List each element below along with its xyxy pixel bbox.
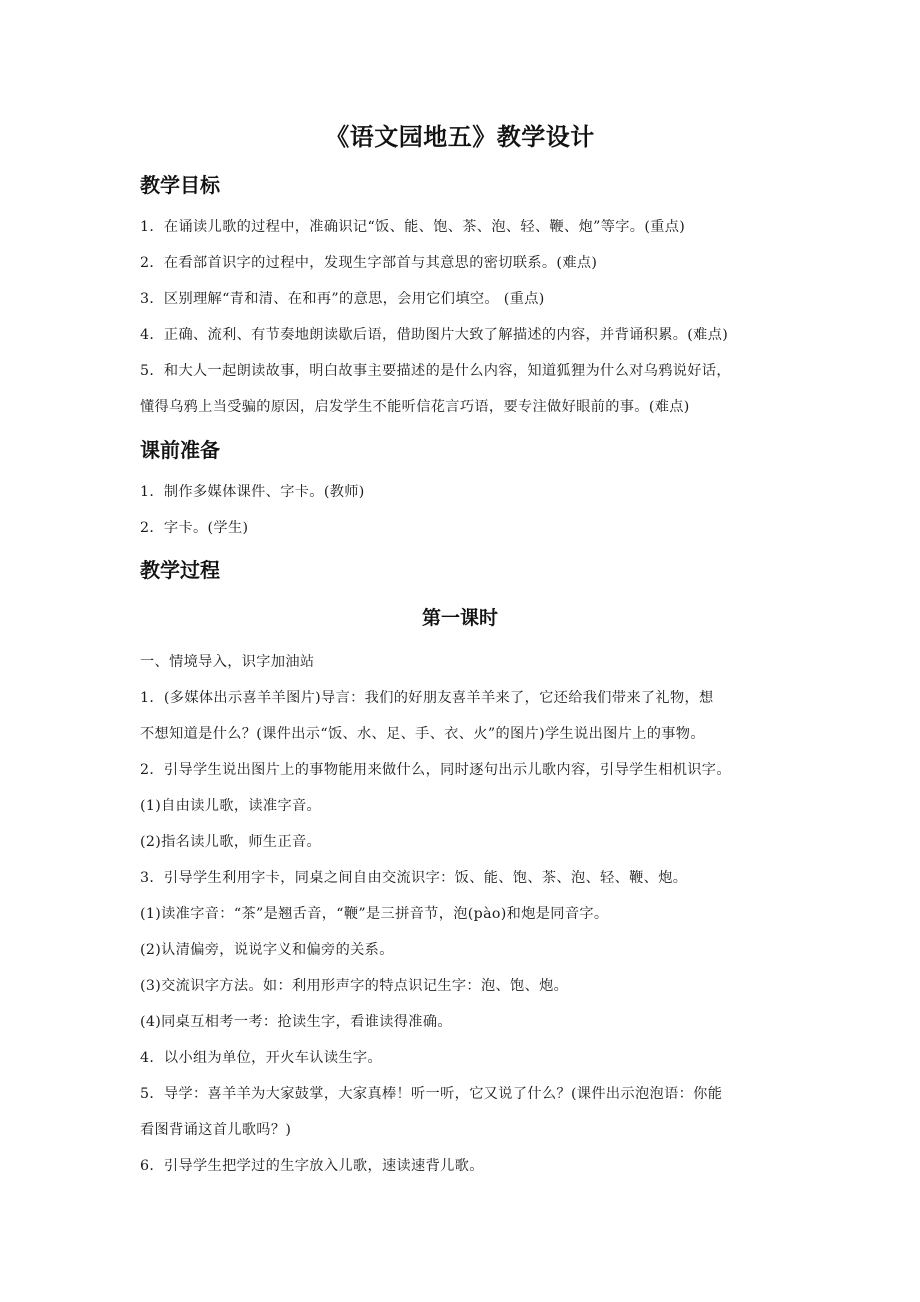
process-line: (2)指名读儿歌，师生正音。 [140,834,322,850]
section-heading-objectives: 教学目标 [140,173,220,197]
section-heading-preparation: 课前准备 [140,438,220,462]
document-title: 《语文园地五》教学设计 [325,123,595,151]
process-line: 3．引导学生利用字卡，同桌之间自由交流识字：饭、能、饱、茶、泡、轻、鞭、炮。 [140,870,688,886]
lesson-title: 第一课时 [421,607,498,629]
process-line: 1．(多媒体出示喜羊羊图片)导言：我们的好朋友喜羊羊来了，它还给我们带来了礼物，想 [140,690,714,706]
preparation-item: 2．字卡。(学生) [140,520,249,536]
process-line: 6．引导学生把学过的生字放入儿歌，速读速背儿歌。 [140,1158,484,1174]
process-line: (2)认清偏旁，说说字义和偏旁的关系。 [140,942,394,958]
part-heading: 一、情境导入，识字加油站 [140,654,315,670]
preparation-item: 1．制作多媒体课件、字卡。(教师) [140,484,365,500]
process-line: (1)自由读儿歌，读准字音。 [140,798,322,814]
process-line: 4．以小组为单位，开火车认读生字。 [140,1050,382,1066]
objective-item-continued: 懂得乌鸦上当受骗的原因，启发学生不能听信花言巧语，要专注做好眼前的事。(难点) [140,399,690,415]
objective-item: 4．正确、流利、有节奏地朗读歇后语，借助图片大致了解描述的内容，并背诵积累。(难点) [140,327,729,343]
process-line: 看图背诵这首儿歌吗？) [140,1122,292,1138]
process-line: (3)交流识字方法。如：利用形声字的特点识记生字：泡、饱、炮。 [140,978,569,994]
process-line: 2．引导学生说出图片上的事物能用来做什么，同时逐句出示儿歌内容，引导学生相机识字。 [140,762,731,778]
process-line: (1)读准字音：“茶”是翘舌音，“鞭”是三拼音节，泡(pào)和炮是同音字。 [140,906,609,922]
process-line: 5．导学：喜羊羊为大家鼓掌，大家真棒！听一听，它又说了什么？(课件出示泡泡语：你能 [140,1086,723,1102]
process-line: (4)同桌互相考一考：抢读生字，看谁读得准确。 [140,1014,452,1030]
objective-item: 3．区别理解“青和清、在和再”的意思，会用它们填空。 (重点) [140,291,545,307]
objective-item: 2．在看部首识字的过程中，发现生字部首与其意思的密切联系。(难点) [140,255,598,271]
section-heading-process: 教学过程 [140,558,220,582]
process-line: 不想知道是什么？(课件出示“饭、水、足、手、衣、火”的图片)学生说出图片上的事物。 [140,726,705,742]
objective-item: 1．在诵读儿歌的过程中，准确识记“饭、能、饱、茶、泡、轻、鞭、炮”等字。(重点) [140,219,686,235]
objective-item: 5．和大人一起朗读故事，明白故事主要描述的是什么内容，知道狐狸为什么对乌鸦说好话， [140,363,731,379]
